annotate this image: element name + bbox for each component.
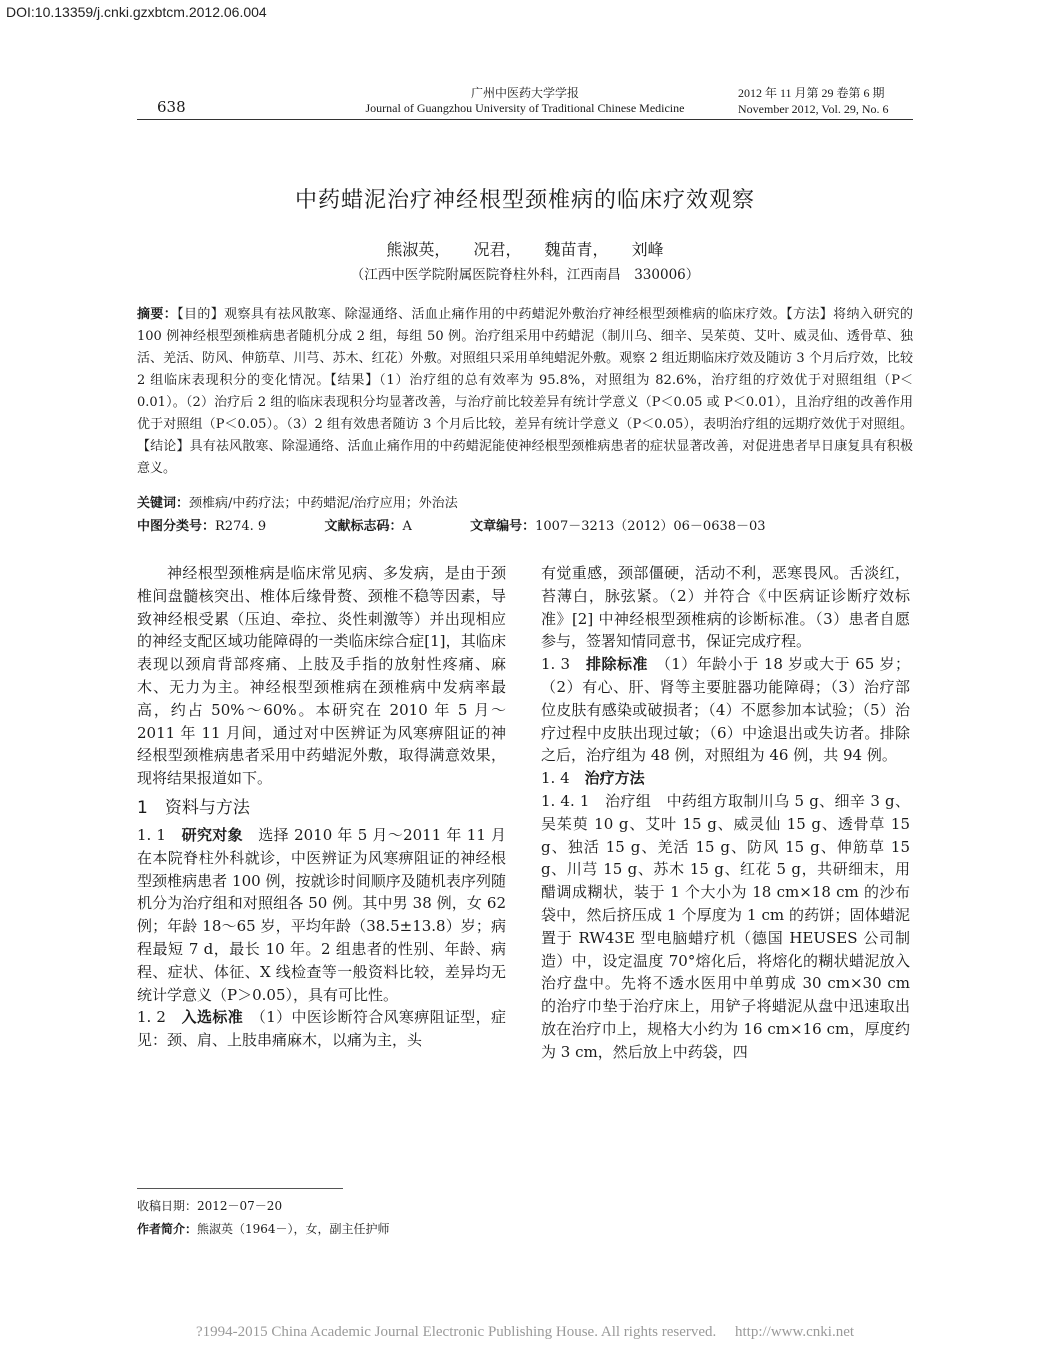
abstract bbox=[137, 304, 913, 480]
subsection-title: 治疗组 bbox=[605, 791, 652, 810]
article-title: 中药蜡泥治疗神经根型颈椎病的临床疗效观察 bbox=[294, 188, 755, 213]
subsection-1-4 bbox=[541, 767, 910, 790]
subsection-number: 1. 1 bbox=[137, 825, 182, 844]
keywords bbox=[137, 492, 458, 511]
subsection-number: 1. 2 bbox=[137, 1008, 182, 1027]
doi-line: DOI:10.13359/j.cnki.gzxbtcm.2012.06.004 bbox=[6, 4, 267, 20]
subsection-text: 中药组方取制川乌 5 g、细辛 3 g、吴茱萸 10 g、艾叶 15 g、威灵仙 15 g、透骨草 15 g、独活 15 g、羌活 15 g、防风 15 g、伸筋草 15 g、川芎 15 g、苏木 15 g、红花 5 g，共研细末，用醋调成糊状，装于 1 个大小为 18 cm×18 cm 的沙布袋中，然后挤压成 1 个厚度为 1 cm 的药饼；固体蜡泥置于 RW43E 型电脑蜡疗机（德国 HEUSES 公司制造）中，设定温度 70°熔化后，将熔化的糊状蜡泥放入治疗盘中。先将不透水医用中单剪成 30 cm×30 cm 的治疗巾垫于治疗床上，用铲子将蜡泥从盘中迅速取出放在治疗巾上，规格大小约为 16 cm×16 cm，厚度约为 3 cm，然后放上中药袋，四 bbox=[541, 791, 910, 1061]
subsection-text: （1）年龄小于 18 岁或大于 65 岁；（2）有心、肝、肾等主要脏器功能障碍；（3）治疗部位皮肤有感染或破损者；（4）不愿参加本试验；（5）治疗过程中皮肤出现过敏；（6）中途退出或失访者。排除之后，治疗组为 48 例，对照组为 46 例，共 94 例。 bbox=[541, 655, 911, 765]
issue-en: November 2012, Vol. 29, No. 6 bbox=[738, 102, 889, 116]
journal-name-cn: 广州中医药大学学报 bbox=[470, 86, 579, 100]
issue-cn: 2012 年 11 月第 29 卷第 6 期 bbox=[738, 86, 885, 100]
section-heading-1: 1 资料与方法 bbox=[137, 797, 250, 818]
header-rule bbox=[137, 119, 913, 120]
journal-name-en: Journal of Guangzhou University of Traditional Chinese Medicine bbox=[365, 101, 685, 115]
article-affiliation: （江西中医学院附属医院脊柱外科，江西南昌 330006） bbox=[350, 267, 700, 283]
subsection-1-2 bbox=[137, 1006, 506, 1052]
footnote-rule bbox=[137, 1188, 343, 1189]
classification-line bbox=[137, 515, 913, 534]
abstract-text: 【目的】观察具有祛风散寒、除湿通络、活血止痛作用的中药蜡泥外敷治疗神经根型颈椎病的临床疗效。【方法】将纳入研究的 100 例神经根型颈椎病患者随机分成 2 组，每组 50 例。治疗组采用中药蜡泥（制川乌、细辛、吴茱萸、艾叶、威灵仙、透骨草、独活、羌活、防风、伸筋草、川芎、苏木、红花）外敷。对照组只采用单纯蜡泥外敷。观察 2 组近期临床疗效及随访 3 个月后疗效，比较 2 组临床表现积分的变化情况。【结果】（1）治疗组的总有效率为 95.8%，对照组为 82.6%，治疗组的疗效优于对照组组（P＜0.01）。（2）治疗后 2 组的临床表现积分均显著改善，与治疗前比较差异有统计学意义（P＜0.05 或 P＜0.01），且治疗组的改善作用优于对照组（P＜0.05）。（3）2 组有效患者随访 3 个月后比较，差异有统计学意义（P＜0.05），表明治疗组的远期疗效优于对照组。【结论】具有祛风散寒、除湿通络、活血止痛作用的中药蜡泥能使神经根型颈椎病患者的症状显著改善，对促进患者早日康复具有积极意义。 bbox=[137, 307, 913, 476]
subsection-1-4-1 bbox=[541, 790, 910, 1064]
footnote-author-text: 熊淑英（1964－），女，副主任护师 bbox=[197, 1222, 390, 1236]
subsection-title: 治疗方法 bbox=[584, 769, 645, 788]
footnote-author-label: 作者简介： bbox=[137, 1222, 198, 1236]
continued-paragraph: 有觉重感，颈部僵硬，活动不利，恶寒畏风。舌淡红，苔薄白，脉弦紧。（2）并符合《中医病证诊断疗效标准》[2] 中神经根型颈椎病的诊断标准。（3）患者自愿参与，签署知情同意书，保证完成疗程。 bbox=[541, 564, 910, 651]
subsection-title: 研究对象 bbox=[181, 825, 243, 844]
subsection-title: 排除标准 bbox=[586, 655, 648, 674]
article-authors: 熊淑英， 况君， 魏苗青， 刘峰 bbox=[386, 240, 664, 259]
subsection-number: 1. 3 bbox=[541, 655, 587, 674]
doc-code-value: A bbox=[402, 519, 412, 534]
body-column-right bbox=[541, 562, 910, 1064]
clc-label: 中图分类号： bbox=[137, 519, 216, 534]
intro-paragraph: 神经根型颈椎病是临床常见病、多发病，是由于颈椎间盘髓核突出、椎体后缘骨赘、颈椎不稳等因素，导致神经根受累（压迫、牵拉、炎性刺激等）并出现相应的神经支配区域功能障碍的一类临床综合症[1]，其临床表现以颈肩背部疼痛、上肢及手指的放射性疼痛、麻木、无力为主。神经根型颈椎病在颈椎病中发病率最高，约占 50%～60%。本研究在 2010 年 5 月～2011 年 11 月间，通过对中医辨证为风寒痹阻证的神经根型颈椎病患者采用中药蜡泥外敷，取得满意效果，现将结果报道如下。 bbox=[137, 564, 506, 788]
page-number: 638 bbox=[157, 98, 186, 116]
clc-value: R274. 9 bbox=[215, 519, 267, 534]
article-number-label: 文章编号： bbox=[470, 519, 536, 534]
subsection-1-3 bbox=[541, 653, 910, 767]
subsection-1-1 bbox=[137, 824, 506, 1006]
subsection-text: （1）中医诊断符合风寒痹阻证型，症见：颈、肩、上肢串痛麻木，以痛为主，头 bbox=[137, 1008, 506, 1050]
subsection-text: 选择 2010 年 5 月～2011 年 11 月在本院脊柱外科就诊，中医辨证为风寒痹阻证的神经根型颈椎病患者 100 例，按就诊时间顺序及随机表序列随机分为治疗组和对照组各 50 例。其中男 38 例，女 62 例；年龄 18～65 岁，平均年龄（38.5±13.8）岁；病程最短 7 d，最长 10 年。2 组患者的性别、年龄、病程、症状、体征、X 线检查等一般资料比较，差异均无统计学意义（P＞0.05），具有可比性。 bbox=[137, 825, 506, 1004]
keywords-text: 颈椎病/中药疗法；中药蜡泥/治疗应用；外治法 bbox=[189, 496, 458, 511]
copyright-watermark: ?1994-2015 China Academic Journal Electronic Publishing House. All rights reserved. http://www.cnki.net bbox=[195, 1324, 855, 1340]
subsection-number: 1. 4 bbox=[541, 769, 585, 788]
doc-code-label: 文献标志码： bbox=[324, 519, 403, 534]
subsection-number: 1. 4. 1 bbox=[541, 791, 606, 810]
footnote-received: 收稿日期：2012－07－20 bbox=[137, 1199, 283, 1213]
body-column-left bbox=[137, 562, 506, 1052]
abstract-label: 摘要： bbox=[137, 307, 178, 322]
article-number-value: 1007－3213（2012）06－0638－03 bbox=[535, 519, 766, 534]
issue-info bbox=[738, 85, 889, 117]
subsection-title: 入选标准 bbox=[181, 1008, 244, 1027]
keywords-label: 关键词： bbox=[137, 496, 190, 511]
footnote-author bbox=[137, 1220, 390, 1237]
